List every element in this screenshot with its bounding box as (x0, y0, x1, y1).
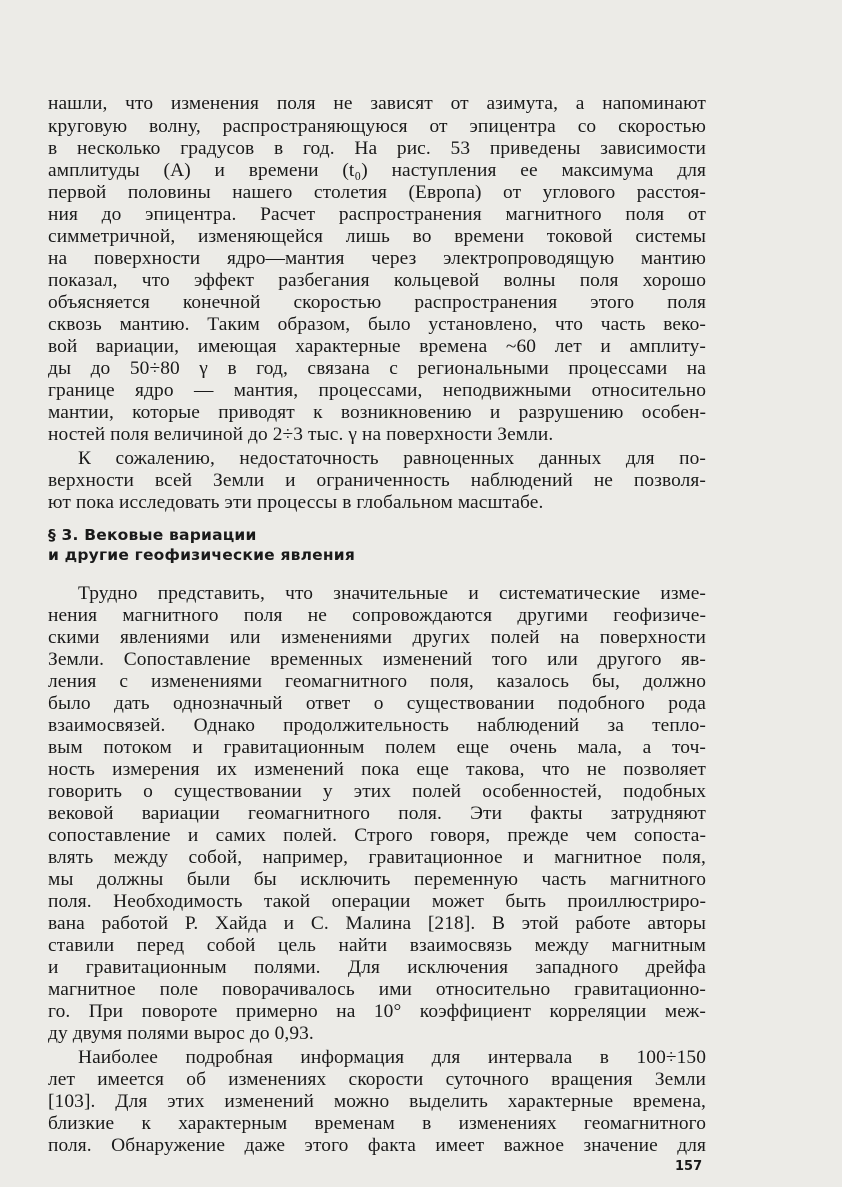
section-heading-line-1: § 3. Вековые вариации (48, 526, 257, 544)
text-line: вым потоком и гравитационным полем еще очень мала, а точ- (48, 737, 706, 758)
text-line: ностей поля величиной до 2÷3 тыс. γ на поверхности Земли. (48, 424, 554, 445)
text-line: ния до эпицентра. Расчет распространения магнитного поля от (48, 204, 706, 225)
text-line: нашли, что изменения поля не зависят от азимута, а напоминают (48, 93, 706, 114)
text-line: Земли. Сопоставление временных изменений того или другого яв- (48, 649, 706, 670)
text-line: первой половины нашего столетия (Европа) от углового расстоя- (48, 182, 706, 203)
text-line: близкие к характерным временам в изменениях геомагнитного (48, 1113, 706, 1134)
text-line: сопоставление и самих полей. Строго говоря, прежде чем сопоста- (48, 825, 706, 846)
text-line: симметричной, изменяющейся лишь во времени токовой системы (48, 226, 706, 247)
text-line: круговую волну, распространяющуюся от эпицентра со скоростью (48, 116, 706, 137)
text-line: ды до 50÷80 γ в год, связана с региональными процессами на (48, 358, 706, 379)
text-line: ления с изменениями геомагнитного поля, казалось бы, должно (48, 671, 706, 692)
text-line: вой вариации, имеющая характерные времена ~60 лет и амплиту- (48, 336, 706, 357)
text-line: поля. Обнаружение даже этого факта имеет важное значение для (48, 1135, 706, 1156)
text-line: объясняется конечной скоростью распространения этого поля (48, 292, 706, 313)
text-line: было дать однозначный ответ о существовании подобного рода (48, 693, 706, 714)
text-line: амплитуды (A) и времени (t₀) наступления ее максимума для (48, 160, 706, 181)
text-line: скими явлениями или изменениями других полей на поверхности (48, 627, 706, 648)
text-line: говорить о существовании у этих полей особенностей, подобных (48, 781, 706, 802)
text-line: ду двумя полями вырос до 0,93. (48, 1023, 314, 1044)
text-line: показал, что эффект разбегания кольцевой волны поля хорошо (48, 270, 706, 291)
text-line: мантии, которые приводят к возникновению и разрушению особен- (48, 402, 706, 423)
text-line: мы должны были бы исключить переменную часть магнитного (48, 869, 706, 890)
text-line: верхности всей Земли и ограниченность наблюдений не позволя- (48, 470, 706, 491)
text-line: вана работой Р. Хайда и С. Малина [218]. В этой работе авторы (48, 913, 706, 934)
text-line: границе ядро — мантия, процессами, неподвижными относительно (48, 380, 706, 401)
text-line: ность измерения их изменений пока еще такова, что не позволяет (48, 759, 706, 780)
text-line: нения магнитного поля не сопровождаются другими геофизиче- (48, 605, 706, 626)
section-heading-line-2: и другие геофизические явления (48, 546, 355, 564)
page-number: 157 (675, 1159, 703, 1174)
text-line: Наиболее подробная информация для интервала в 100÷150 (78, 1047, 706, 1068)
text-line: в несколько градусов в год. На рис. 53 приведены зависимости (48, 138, 706, 159)
text-line: и гравитационным полями. Для исключения западного дрейфа (48, 957, 706, 978)
text-line: го. При повороте примерно на 10° коэффициент корреляции меж- (48, 1001, 706, 1022)
text-line: [103]. Для этих изменений можно выделить характерные времена, (48, 1091, 706, 1112)
text-line: ставили перед собой цель найти взаимосвязь между магнитным (48, 935, 706, 956)
text-line: вековой вариации геомагнитного поля. Эти факты затрудняют (48, 803, 706, 824)
text-line: ют пока исследовать эти процессы в глобальном масштабе. (48, 492, 544, 513)
text-line: лет имеется об изменениях скорости суточного вращения Земли (48, 1069, 706, 1090)
text-line: сквозь мантию. Таким образом, было установлено, что часть веко- (48, 314, 706, 335)
text-line: К сожалению, недостаточность равноценных данных для по- (78, 448, 706, 469)
text-line: Трудно представить, что значительные и систематические изме- (78, 583, 706, 604)
text-line: поля. Необходимость такой операции может быть проиллюстриро- (48, 891, 706, 912)
text-line: взаимосвязей. Однако продолжительность наблюдений за тепло- (48, 715, 706, 736)
text-line: влять между собой, например, гравитационное и магнитное поля, (48, 847, 706, 868)
text-line: на поверхности ядро—мантия через электропроводящую мантию (48, 248, 706, 269)
text-line: магнитное поле поворачивалось ими относительно гравитационно- (48, 979, 706, 1000)
